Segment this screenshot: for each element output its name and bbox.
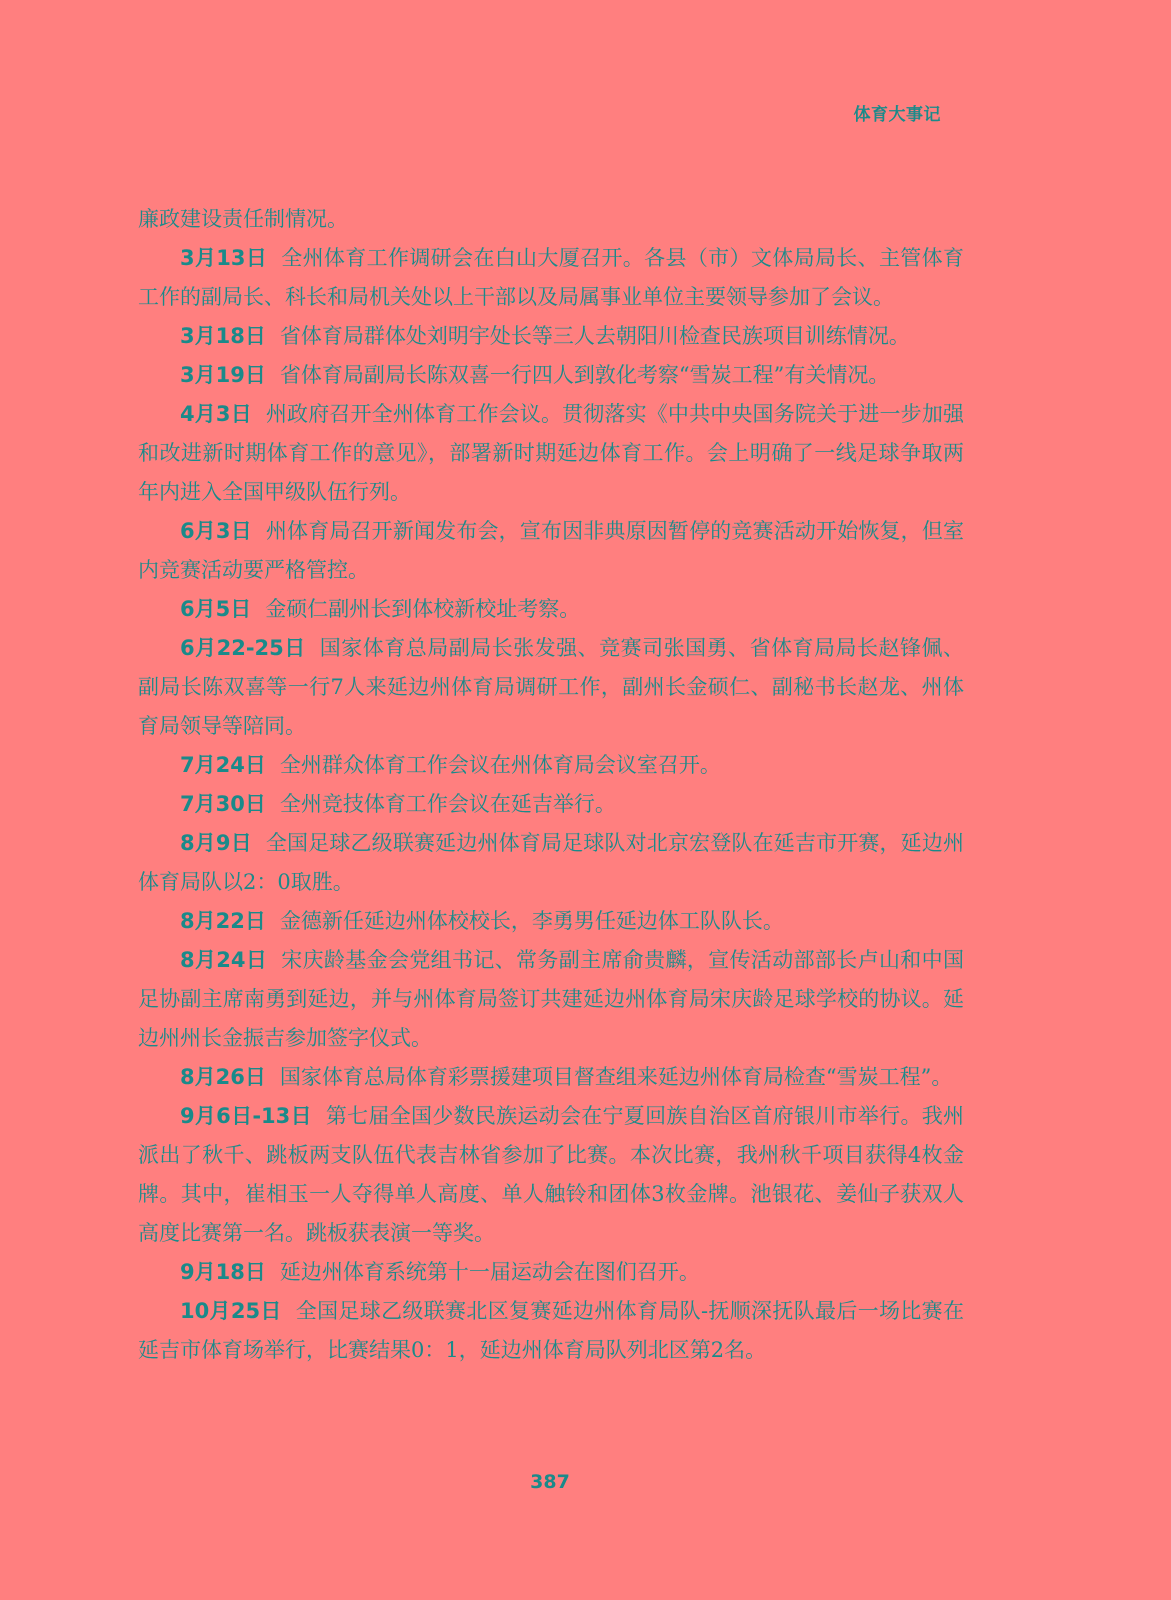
entry-text: 州体育局召开新闻发布会，宣布因非典原因暂停的竞赛活动开始恢复，但室内竞赛活动要严格管控。 bbox=[138, 519, 964, 582]
chronicle-entry bbox=[138, 239, 964, 317]
page-number: 387 bbox=[530, 1471, 570, 1493]
chronicle-entry bbox=[138, 1253, 964, 1292]
chronicle-entry bbox=[138, 1058, 964, 1097]
entry-date: 3月13日 bbox=[180, 246, 268, 270]
entry-date: 8月9日 bbox=[180, 831, 252, 855]
entry-text: 国家体育总局体育彩票援建项目督查组来延边州体育局检查“雪炭工程”。 bbox=[279, 1065, 953, 1089]
entry-date: 6月5日 bbox=[180, 597, 252, 621]
entry-date: 4月3日 bbox=[180, 402, 252, 426]
entry-text: 宋庆龄基金会党组书记、常务副主席俞贵麟，宣传活动部部长卢山和中国足协副主席南勇到延边，并与州体育局签订共建延边州体育局宋庆龄足球学校的协议。延边州州长金振吉参加签字仪式。 bbox=[138, 948, 964, 1050]
entry-text: 全州体育工作调研会在白山大厦召开。各县（市）文体局局长、主管体育工作的副局长、科长和局机关处以上干部以及局属事业单位主要领导参加了会议。 bbox=[138, 246, 964, 309]
entry-text: 省体育局群体处刘明宇处长等三人去朝阳川检查民族项目训练情况。 bbox=[279, 324, 910, 348]
entry-date: 6月3日 bbox=[180, 519, 252, 543]
entry-date: 6月22-25日 bbox=[180, 636, 306, 660]
chronicle-entry bbox=[138, 902, 964, 941]
continuation-paragraph: 廉政建设责任制情况。 bbox=[138, 207, 348, 231]
entry-text: 延边州体育系统第十一届运动会在图们召开。 bbox=[279, 1260, 700, 1284]
chronicle-entry bbox=[138, 941, 964, 1058]
chronicle-entry bbox=[138, 317, 964, 356]
entry-text: 全国足球乙级联赛北区复赛延边州体育局队-抚顺深抚队最后一场比赛在延吉市体育场举行，比赛结果0：1，延边州体育局队列北区第2名。 bbox=[138, 1299, 965, 1362]
entry-date: 3月18日 bbox=[180, 324, 266, 348]
entry-date: 8月24日 bbox=[180, 948, 268, 972]
entry-text: 全国足球乙级联赛延边州体育局足球队对北京宏登队在延吉市开赛，延边州体育局队以2：0取胜。 bbox=[138, 831, 964, 894]
entry-date: 8月26日 bbox=[180, 1065, 266, 1089]
entry-text: 州政府召开全州体育工作会议。贯彻落实《中共中央国务院关于进一步加强和改进新时期体育工作的意见》，部署新时期延边体育工作。会上明确了一线足球争取两年内进入全国甲级队伍行列。 bbox=[138, 402, 964, 504]
entry-text: 国家体育总局副局长张发强、竞赛司张国勇、省体育局局长赵锋佩、副局长陈双喜等一行7人来延边州体育局调研工作，副州长金硕仁、副秘书长赵龙、州体育局领导等陪同。 bbox=[138, 636, 965, 738]
chronicle-entry bbox=[138, 395, 964, 512]
entry-text: 全州竞技体育工作会议在延吉举行。 bbox=[279, 792, 616, 816]
entry-text: 全州群众体育工作会议在州体育局会议室召开。 bbox=[279, 753, 721, 777]
entry-date: 9月6日-13日 bbox=[180, 1104, 312, 1128]
chronicle-entry bbox=[138, 356, 964, 395]
chronicle-entry bbox=[138, 590, 964, 629]
chronicle-entry bbox=[138, 1292, 964, 1370]
chronicle-entry bbox=[138, 824, 964, 902]
entry-date: 3月19日 bbox=[180, 363, 266, 387]
running-header: 体育大事记 bbox=[853, 105, 941, 125]
chronicle-entry bbox=[138, 629, 964, 746]
chronicle-entry bbox=[138, 512, 964, 590]
entry-text: 省体育局副局长陈双喜一行四人到敦化考察“雪炭工程”有关情况。 bbox=[279, 363, 890, 387]
body-text bbox=[138, 200, 964, 1370]
entry-date: 10月25日 bbox=[180, 1299, 282, 1323]
entry-date: 7月30日 bbox=[180, 792, 266, 816]
entry-date: 7月24日 bbox=[180, 753, 266, 777]
entry-text: 金德新任延边州体校校长，李勇男任延边体工队队长。 bbox=[279, 909, 784, 933]
chronicle-entry bbox=[138, 785, 964, 824]
entry-date: 9月18日 bbox=[180, 1260, 266, 1284]
chronicle-entry bbox=[138, 1097, 964, 1253]
entry-date: 8月22日 bbox=[180, 909, 266, 933]
entry-text: 金硕仁副州长到体校新校址考察。 bbox=[265, 597, 581, 621]
chronicle-entries bbox=[138, 239, 964, 1370]
entry-text: 第七届全国少数民族运动会在宁夏回族自治区首府银川市举行。我州派出了秋千、跳板两支队伍代表吉林省参加了比赛。本次比赛，我州秋千项目获得4枚金牌。其中，崔相玉一人夺得单人高度、单人触铃和团体3枚金牌。池银花、姜仙子获双人高度比赛第一名。跳板获表演一等奖。 bbox=[138, 1104, 964, 1245]
chronicle-entry bbox=[138, 746, 964, 785]
